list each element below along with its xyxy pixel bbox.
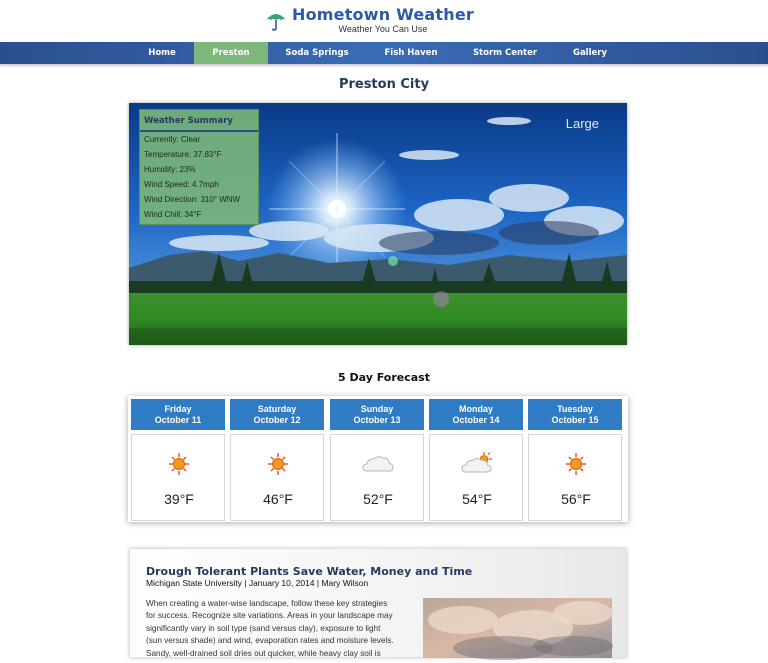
article-meta: Michigan State University | January 10, 2014 | Mary Wilson bbox=[146, 578, 369, 588]
news-article bbox=[129, 548, 627, 658]
article-line: Sandy, well-drained soil dries out quicker, while heavy clay soil is bbox=[146, 648, 381, 658]
nav-item-gallery[interactable]: Gallery bbox=[572, 48, 608, 58]
summary-humidity: Humidity: 23% bbox=[144, 165, 196, 174]
forecast-temperature: 54°F bbox=[462, 491, 492, 507]
forecast-day-date: October 13 bbox=[353, 415, 401, 425]
sun-icon bbox=[162, 451, 196, 477]
main-nav bbox=[0, 42, 768, 64]
forecast-temperature: 39°F bbox=[164, 491, 194, 507]
forecast-day-date: October 12 bbox=[253, 415, 301, 425]
site-header bbox=[0, 0, 768, 42]
forecast-day-body bbox=[429, 434, 523, 521]
forecast-temperature: 46°F bbox=[263, 491, 293, 507]
site-tagline: Weather You Can Use bbox=[338, 24, 428, 34]
nav-item-preston[interactable]: Preston bbox=[194, 42, 268, 64]
forecast-day-header bbox=[528, 399, 622, 430]
article-body bbox=[146, 598, 411, 660]
summary-temperature: Temperature: 37.83°F bbox=[144, 150, 222, 159]
forecast-temperature: 56°F bbox=[561, 491, 591, 507]
forecast-title: 5 Day Forecast bbox=[338, 371, 430, 384]
forecast-day bbox=[429, 399, 523, 519]
forecast-day-body bbox=[528, 434, 622, 521]
partly-cloudy-icon bbox=[460, 451, 494, 477]
article-line: significantly vary in soil type (sand versus clay), exposure to light bbox=[146, 623, 381, 633]
umbrella-icon bbox=[264, 8, 288, 32]
forecast-day-date: October 11 bbox=[154, 415, 202, 425]
forecast-day-name: Saturday bbox=[257, 404, 297, 414]
sun-icon bbox=[261, 451, 295, 477]
article-line: (sun versus shade) and wind, evaporation rates and moisture levels. bbox=[146, 636, 394, 646]
forecast-day-name: Monday bbox=[458, 404, 493, 414]
weather-summary-panel bbox=[139, 109, 259, 225]
forecast-day-body bbox=[330, 434, 424, 521]
sun-icon bbox=[559, 451, 593, 477]
forecast-panel bbox=[128, 396, 628, 522]
forecast-day bbox=[131, 399, 225, 519]
nav-item-soda-springs[interactable]: Soda Springs bbox=[285, 48, 349, 58]
hero-image bbox=[129, 103, 627, 345]
summary-wind-chill: Wind Chill: 34°F bbox=[144, 210, 202, 219]
article-photo bbox=[423, 598, 612, 658]
forecast-day-header bbox=[230, 399, 324, 430]
forecast-day-header bbox=[131, 399, 225, 430]
image-size-label[interactable]: Large bbox=[565, 116, 599, 131]
site-logo[interactable] bbox=[264, 6, 474, 34]
forecast-day bbox=[528, 399, 622, 519]
forecast-day-body bbox=[131, 434, 225, 521]
cloudy-sky-illustration bbox=[423, 598, 612, 658]
nav-item-storm-center[interactable]: Storm Center bbox=[472, 48, 538, 58]
nav-item-fish-haven[interactable]: Fish Haven bbox=[384, 48, 438, 58]
article-title[interactable]: Drough Tolerant Plants Save Water, Money and Time bbox=[146, 565, 473, 578]
summary-current: Currently: Clear bbox=[144, 135, 201, 144]
forecast-day-name: Sunday bbox=[360, 404, 394, 414]
summary-wind-speed: Wind Speed: 4.7mph bbox=[144, 180, 219, 189]
summary-wind-direction: Wind Direction: 310° WNW bbox=[144, 195, 241, 204]
forecast-day-header bbox=[330, 399, 424, 430]
forecast-day-date: October 15 bbox=[551, 415, 599, 425]
article-line: When creating a water-wise landscape, follow these key strategies bbox=[146, 599, 388, 608]
forecast-day bbox=[230, 399, 324, 519]
forecast-day bbox=[330, 399, 424, 519]
cloud-icon bbox=[361, 451, 395, 477]
forecast-day-name: Friday bbox=[164, 404, 192, 414]
weather-summary-heading: Weather Summary bbox=[140, 110, 258, 132]
forecast-temperature: 52°F bbox=[363, 491, 393, 507]
forecast-day-name: Tuesday bbox=[557, 404, 593, 414]
article-line: for success. Recognize site variations. Areas in your landscape may bbox=[146, 611, 393, 621]
forecast-day-header bbox=[429, 399, 523, 430]
forecast-day-date: October 14 bbox=[452, 415, 500, 425]
forecast-day-body bbox=[230, 434, 324, 521]
nav-item-home[interactable]: Home bbox=[148, 48, 176, 58]
site-title: Hometown Weather bbox=[292, 5, 474, 24]
page-title: Preston City bbox=[338, 77, 430, 92]
